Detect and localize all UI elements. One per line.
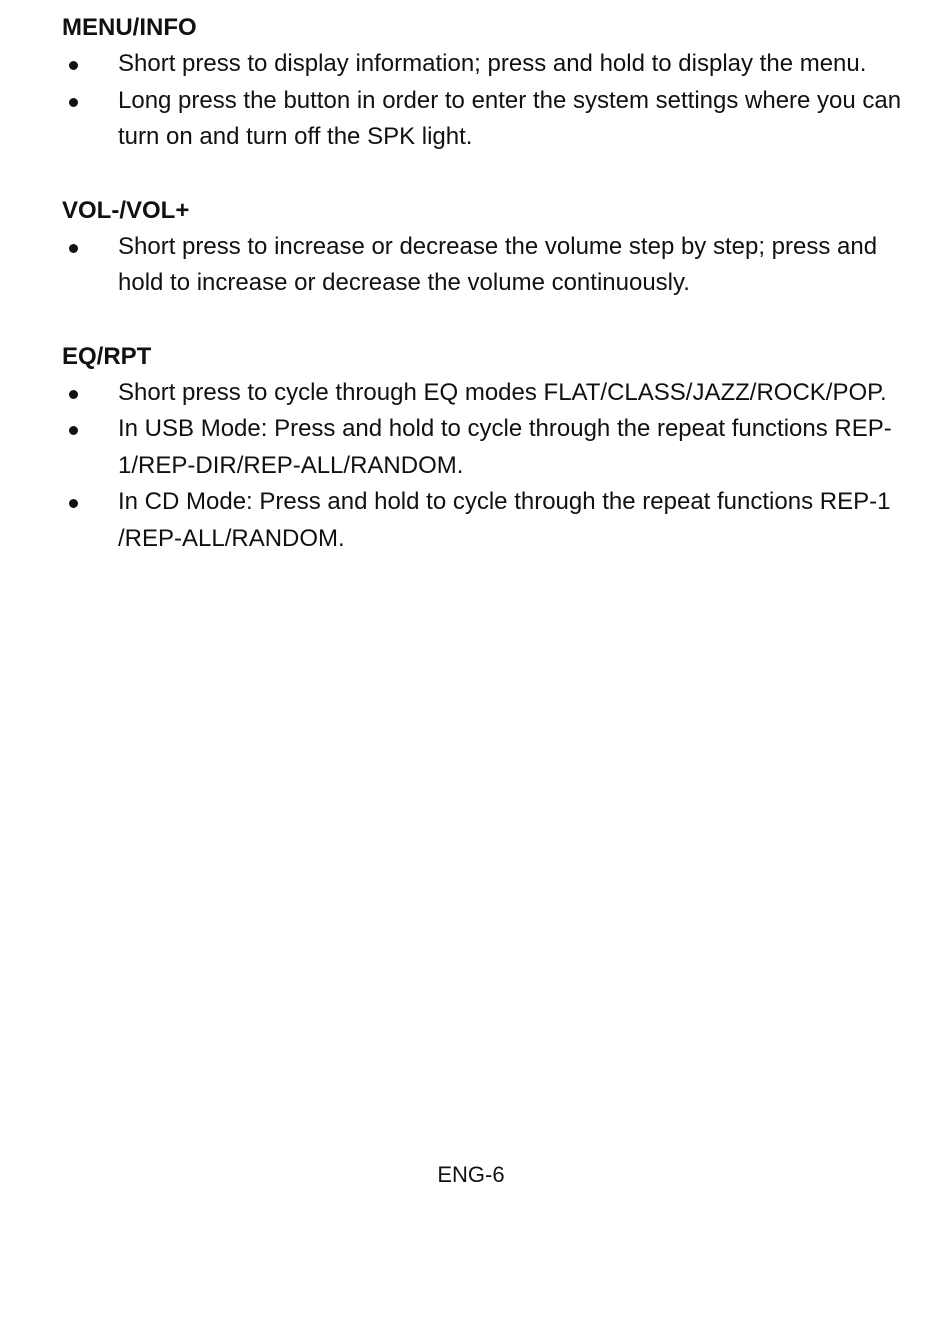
list-item-text: Short press to increase or decrease the volume step by step; press and hold to increase or decrease the volume continuously.	[118, 232, 878, 296]
bullet-icon	[69, 61, 78, 70]
bullet-list	[62, 46, 902, 156]
list-item-text: Short press to display information; press and hold to display the menu.	[118, 50, 867, 77]
list-item	[62, 411, 902, 484]
section-menu-info	[62, 10, 902, 156]
bullet-list	[62, 229, 902, 302]
document-page	[62, 10, 902, 557]
bullet-icon	[69, 244, 78, 253]
list-item	[62, 229, 902, 302]
section-heading: VOL-/VOL+	[62, 196, 190, 224]
bullet-list	[62, 375, 902, 558]
list-item-text: Long press the button in order to enter the system settings where you can turn on and turn off the SPK light.	[118, 86, 902, 150]
bullet-icon	[69, 426, 78, 435]
list-item-text: In USB Mode: Press and hold to cycle through the repeat functions REP-1/REP-DIR/REP-ALL/RANDOM.	[118, 415, 892, 479]
list-item-text: Short press to cycle through EQ modes FLAT/CLASS/JAZZ/ROCK/POP.	[118, 378, 887, 406]
list-item-text: In CD Mode: Press and hold to cycle through the repeat functions REP-1 /REP-ALL/RANDOM.	[118, 488, 891, 552]
section-eq-rpt	[62, 339, 902, 558]
section-heading: EQ/RPT	[62, 342, 152, 370]
section-volume	[62, 193, 902, 302]
list-item	[62, 375, 902, 412]
section-heading: MENU/INFO	[62, 14, 197, 41]
list-item	[62, 46, 902, 83]
page-number: ENG-6	[437, 1162, 505, 1187]
bullet-icon	[69, 390, 78, 399]
bullet-icon	[69, 499, 78, 508]
list-item	[62, 484, 902, 557]
list-item	[62, 83, 902, 156]
bullet-icon	[69, 98, 78, 107]
